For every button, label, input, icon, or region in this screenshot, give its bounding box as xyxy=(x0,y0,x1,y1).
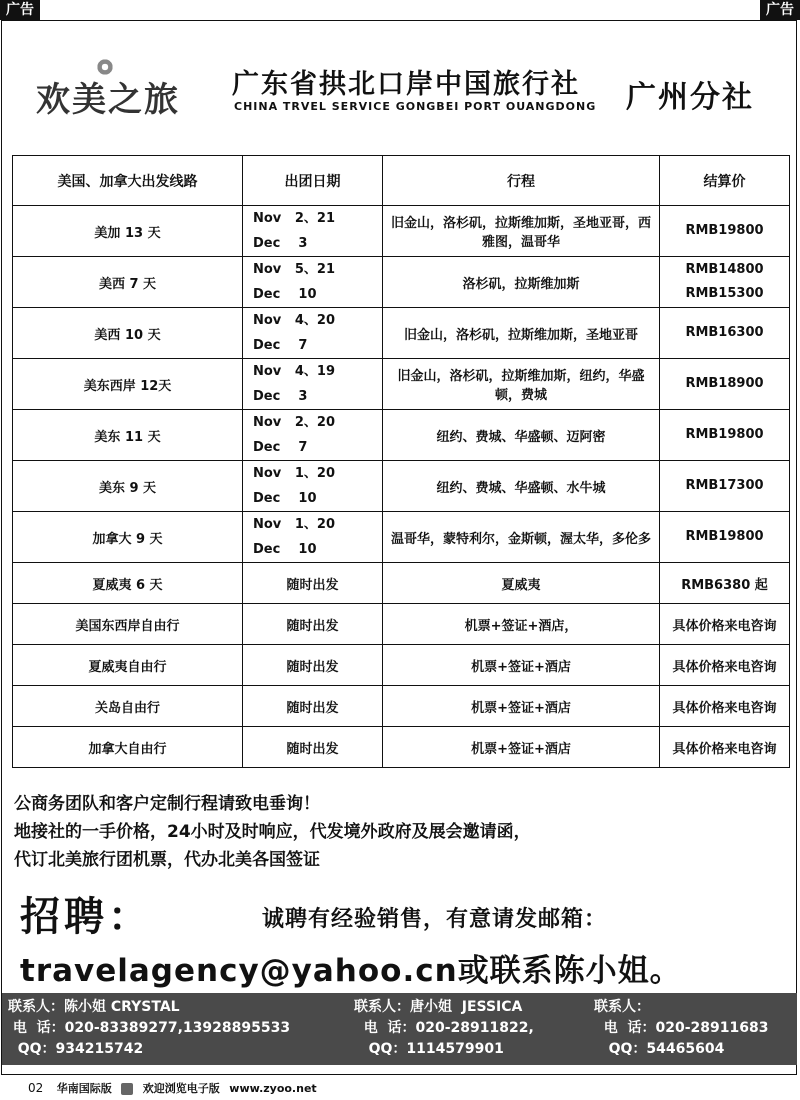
table-row xyxy=(13,308,790,359)
route-cell: 加拿大 9 天 xyxy=(13,512,243,563)
route-cell: 美西 7 天 xyxy=(13,257,243,308)
ad-tag-right: 广告 xyxy=(760,0,800,20)
price-cell: RMB19800 xyxy=(660,410,790,461)
route-cell: 美西 10 天 xyxy=(13,308,243,359)
table-row xyxy=(13,645,790,686)
itinerary-cell: 旧金山，洛杉矶，拉斯维加斯，圣地亚哥 xyxy=(383,308,660,359)
table-row xyxy=(13,359,790,410)
contact-block xyxy=(594,997,768,1060)
price-cell: RMB14800 RMB15300 xyxy=(660,257,790,308)
table-row xyxy=(13,512,790,563)
route-cell: 美国东西岸自由行 xyxy=(13,604,243,645)
table-row xyxy=(13,461,790,512)
route-table xyxy=(12,155,790,768)
date-cell: Nov 2、20 Dec 7 xyxy=(243,410,383,461)
route-cell: 夏威夷 6 天 xyxy=(13,563,243,604)
contact-qq: QQ：54465604 xyxy=(594,1041,725,1057)
price-cell: 具体价格来电咨询 xyxy=(660,727,790,768)
price-cell: 具体价格来电咨询 xyxy=(660,686,790,727)
itinerary-cell: 机票+签证+酒店 xyxy=(383,686,660,727)
table-row xyxy=(13,206,790,257)
table-header-row xyxy=(13,156,790,206)
route-cell: 美东 11 天 xyxy=(13,410,243,461)
date-cell: 随时出发 xyxy=(243,645,383,686)
itinerary-cell: 温哥华，蒙特利尔，金斯顿，渥太华，多伦多 xyxy=(383,512,660,563)
footer xyxy=(28,1080,317,1096)
notes xyxy=(14,790,531,874)
date-cell: Nov 5、21 Dec 10 xyxy=(243,257,383,308)
contact-name: 联系人： xyxy=(594,999,650,1015)
price-cell: 具体价格来电咨询 xyxy=(660,604,790,645)
date-cell: 随时出发 xyxy=(243,727,383,768)
date-cell: 随时出发 xyxy=(243,686,383,727)
recruit-message: 诚聘有经验销售，有意请发邮箱： xyxy=(262,907,608,932)
contact-name: 联系人：唐小姐 JESSICA xyxy=(354,999,523,1015)
price-cell: RMB18900 xyxy=(660,359,790,410)
date-cell: Nov 1、20 Dec 10 xyxy=(243,461,383,512)
route-cell: 夏威夷自由行 xyxy=(13,645,243,686)
header-date: 出团日期 xyxy=(243,156,383,206)
table-row xyxy=(13,410,790,461)
route-cell: 美东 9 天 xyxy=(13,461,243,512)
header-price: 结算价 xyxy=(660,156,790,206)
header-itinerary: 行程 xyxy=(383,156,660,206)
magazine-name: 华南国际版 xyxy=(56,1082,112,1095)
email-suffix: 或联系陈小姐。 xyxy=(457,953,682,989)
company-name-cn: 广东省拱北口岸中国旅行社 xyxy=(232,69,580,100)
logo-text: 欢美之旅 xyxy=(36,80,180,120)
itinerary-cell: 旧金山，洛杉矶，拉斯维加斯，圣地亚哥，西雅图，温哥华 xyxy=(383,206,660,257)
note-line: 代订北美旅行团机票，代办北美各国签证 xyxy=(14,850,320,870)
branch-name: 广州分社 xyxy=(626,80,754,115)
contact-qq: QQ：934215742 xyxy=(8,1041,144,1057)
itinerary-cell: 机票+签证+酒店， xyxy=(383,604,660,645)
table-row xyxy=(13,727,790,768)
route-cell: 美东西岸 12天 xyxy=(13,359,243,410)
contact-block xyxy=(354,997,534,1060)
date-cell: 随时出发 xyxy=(243,563,383,604)
date-cell: Nov 1、20 Dec 10 xyxy=(243,512,383,563)
ad-tag-left: 广告 xyxy=(0,0,40,20)
price-cell: RMB19800 xyxy=(660,512,790,563)
price-cell: RMB19800 xyxy=(660,206,790,257)
contact-block xyxy=(8,997,290,1060)
footer-site-link[interactable]: www.zyoo.net xyxy=(229,1082,317,1095)
contact-phone: 电 话：020-83389277,13928895533 xyxy=(8,1020,291,1036)
table-row xyxy=(13,257,790,308)
header xyxy=(20,50,790,130)
contact-phone: 电 话：020-28911683 xyxy=(594,1020,769,1036)
date-cell: Nov 2、21 Dec 3 xyxy=(243,206,383,257)
note-line: 公商务团队和客户定制行程请致电垂询！ xyxy=(14,794,320,814)
route-cell: 美加 13 天 xyxy=(13,206,243,257)
itinerary-cell: 旧金山，洛杉矶，拉斯维加斯，纽约，华盛顿，费城 xyxy=(383,359,660,410)
header-route: 美国、加拿大出发线路 xyxy=(13,156,243,206)
route-cell: 关岛自由行 xyxy=(13,686,243,727)
page-number: 02 xyxy=(28,1081,44,1095)
email-link[interactable]: travelagency@yahoo.cn xyxy=(20,953,458,989)
date-cell: Nov 4、20 Dec 7 xyxy=(243,308,383,359)
table-row xyxy=(13,686,790,727)
email-line xyxy=(20,945,682,990)
date-cell: 随时出发 xyxy=(243,604,383,645)
itinerary-cell: 纽约、费城、华盛顿、水牛城 xyxy=(383,461,660,512)
price-cell: RMB16300 xyxy=(660,308,790,359)
magazine-logo-icon xyxy=(121,1083,133,1095)
date-cell: Nov 4、19 Dec 3 xyxy=(243,359,383,410)
contacts-bar xyxy=(2,993,797,1065)
logo xyxy=(26,58,231,120)
itinerary-cell: 纽约、费城、华盛顿、迈阿密 xyxy=(383,410,660,461)
route-cell: 加拿大自由行 xyxy=(13,727,243,768)
itinerary-cell: 夏威夷 xyxy=(383,563,660,604)
price-cell: RMB6380 起 xyxy=(660,563,790,604)
itinerary-cell: 机票+签证+酒店 xyxy=(383,727,660,768)
price-cell: RMB17300 xyxy=(660,461,790,512)
company-name-en: CHINA TRVEL SERVICE GONGBEI PORT OUANGDONG xyxy=(234,100,597,113)
price-cell: 具体价格来电咨询 xyxy=(660,645,790,686)
itinerary-cell: 洛杉矶，拉斯维加斯 xyxy=(383,257,660,308)
recruit-title: 招聘： xyxy=(20,894,152,940)
contact-name: 联系人：陈小姐 CRYSTAL xyxy=(8,999,180,1015)
footer-slogan: 欢迎浏览电子版 xyxy=(142,1082,220,1095)
itinerary-cell: 机票+签证+酒店 xyxy=(383,645,660,686)
table-row xyxy=(13,604,790,645)
note-line: 地接社的一手价格，24小时及时响应，代发境外政府及展会邀请函， xyxy=(14,822,531,842)
contact-qq: QQ：1114579901 xyxy=(354,1041,504,1057)
table-row xyxy=(13,563,790,604)
contact-phone: 电 话：020-28911822, xyxy=(354,1020,534,1036)
